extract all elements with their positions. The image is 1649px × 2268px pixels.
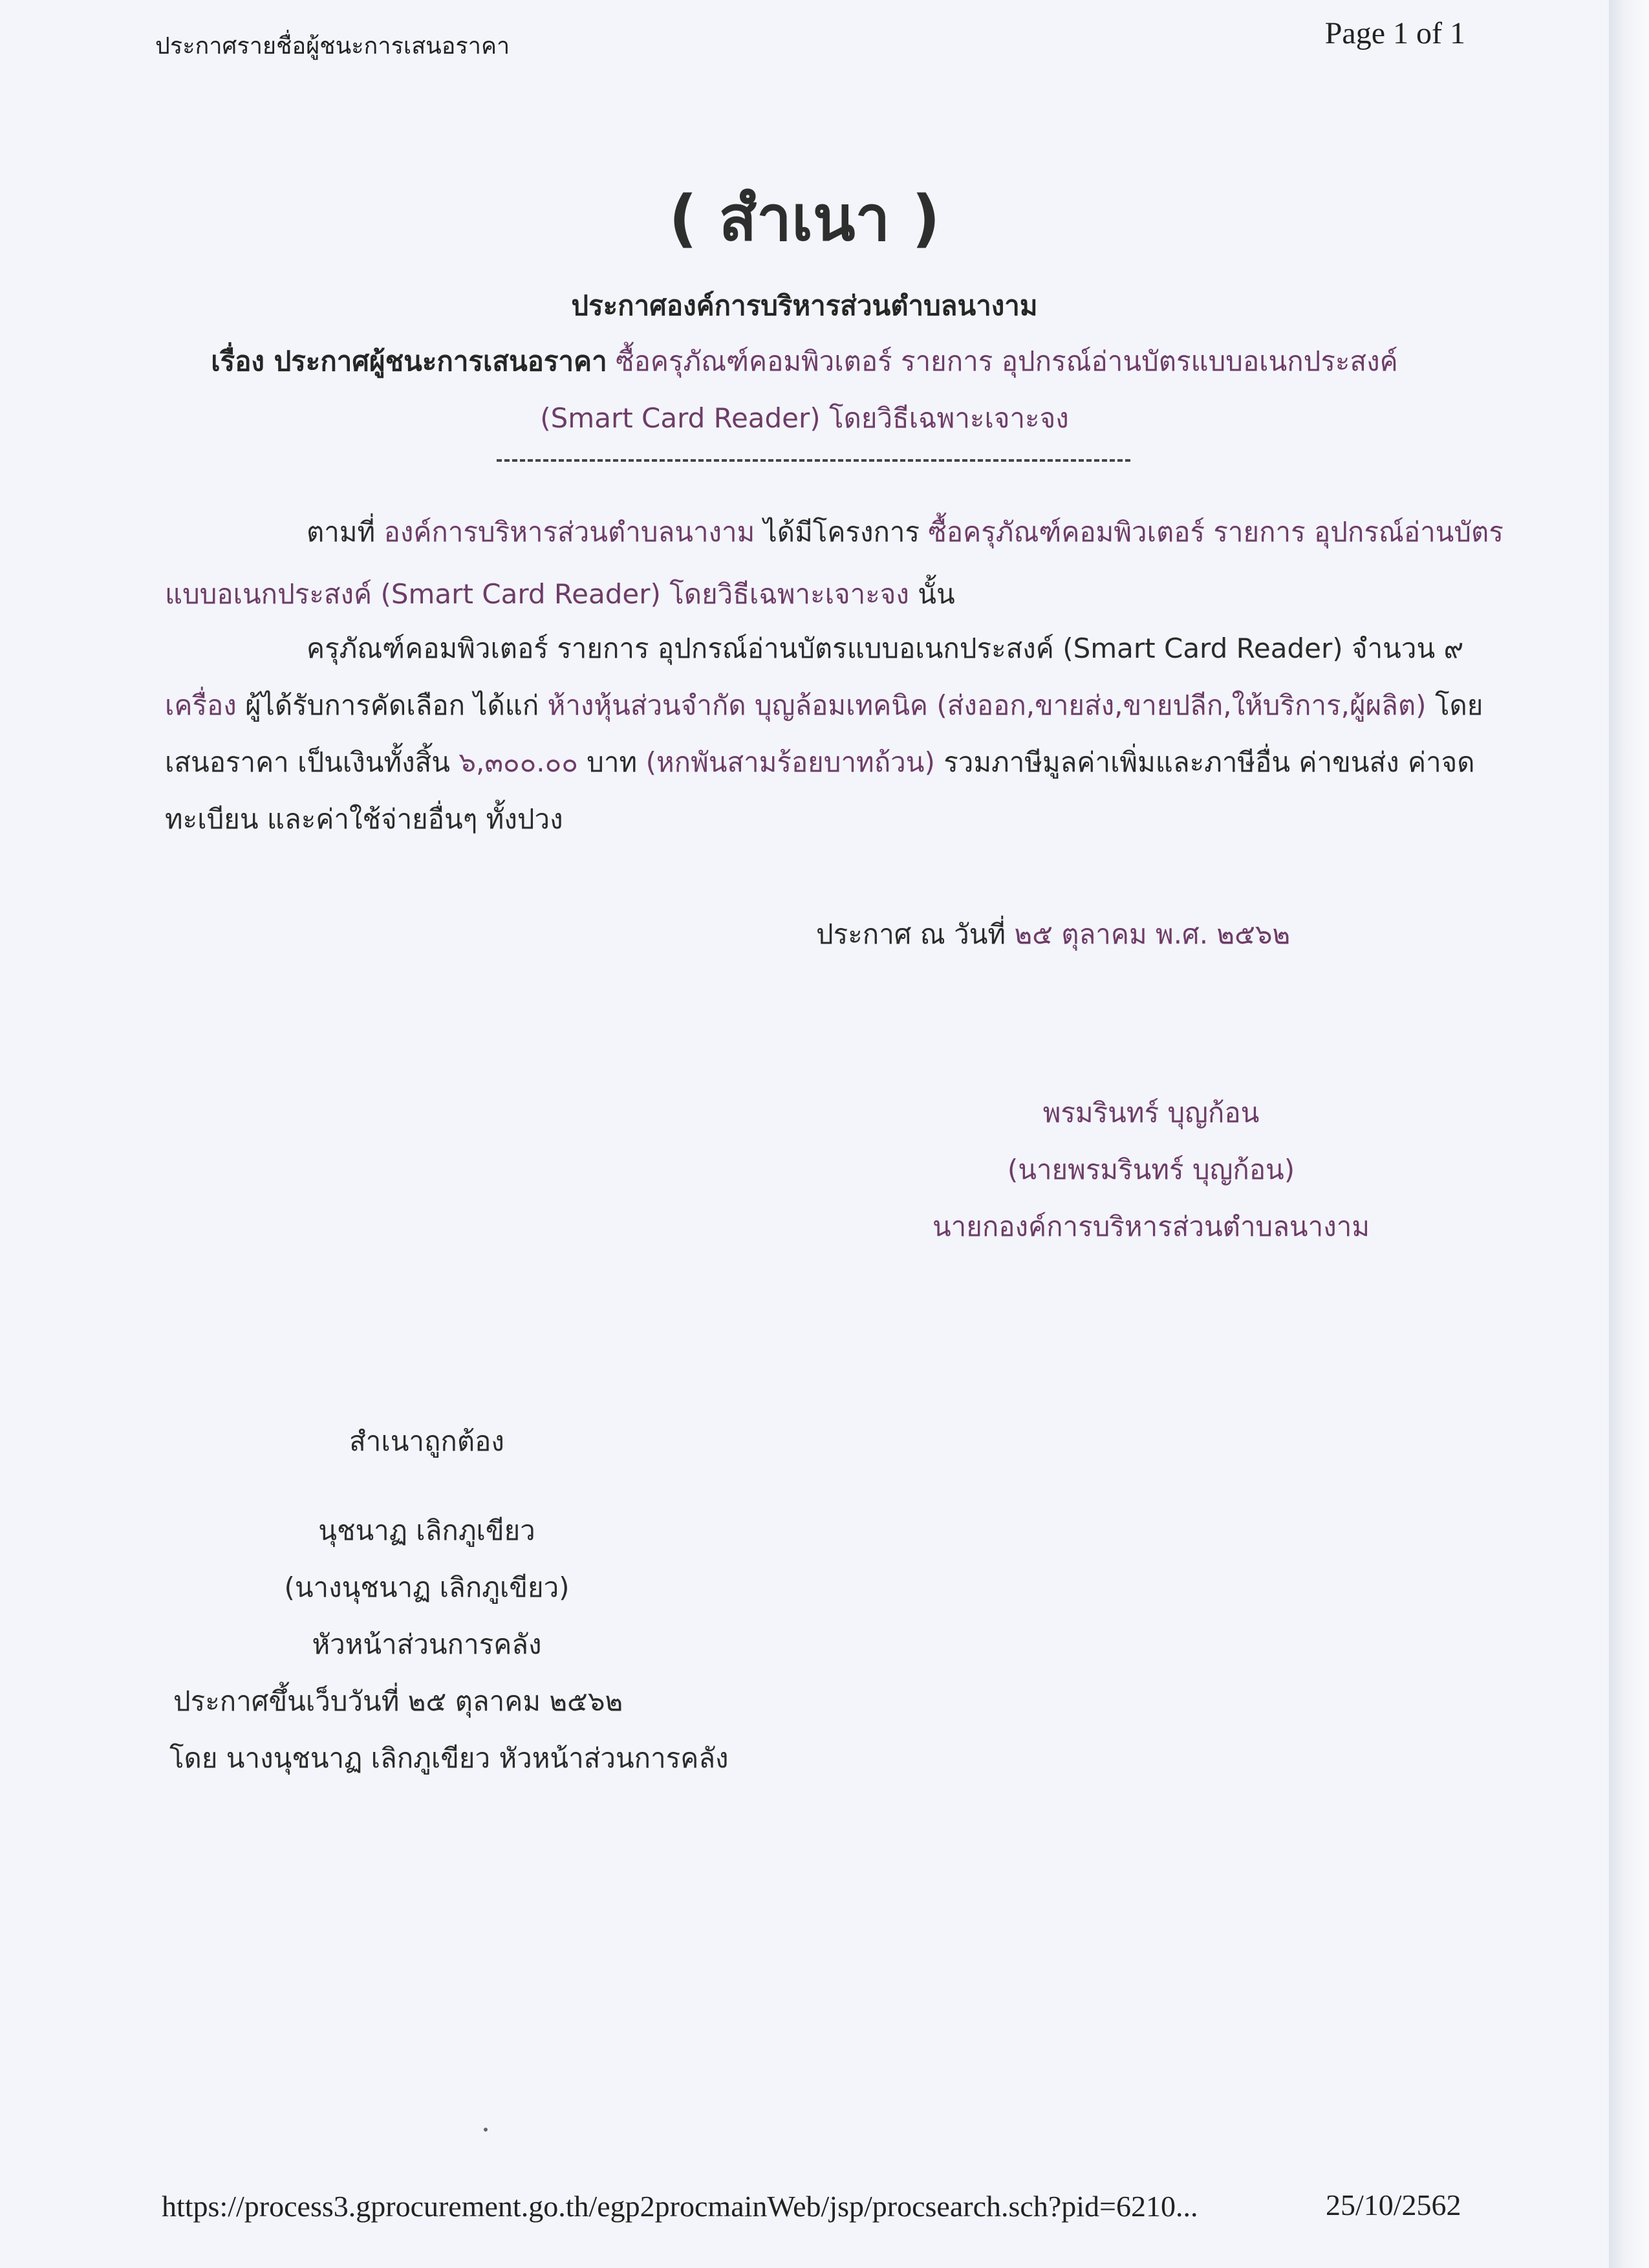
signatory-position: นายกองค์การบริหารส่วนตำบลนางาม: [932, 1211, 1370, 1242]
body-line-4: [165, 684, 1483, 727]
body-line5-b: ๖,๓๐๐.๐๐: [458, 746, 578, 778]
posted-date: ประกาศขึ้นเว็บวันที่ ๒๕ ตุลาคม ๒๕๖๒: [173, 1685, 623, 1717]
body-line-2: [165, 573, 955, 616]
footer-url: https://process3.gprocurement.go.th/egp2procmainWeb/jsp/procsearch.sch?pid=6210...: [162, 2190, 1198, 2223]
scan-speck: [484, 2128, 488, 2132]
subject-line: [0, 340, 1609, 383]
body-line5-e: รวมภาษีมูลค่าเพิ่มและภาษีอื่น ค่าขนส่ง ค่าจด: [943, 746, 1475, 778]
announce-date: ๒๕ ตุลาคม พ.ศ. ๒๕๖๒: [1014, 918, 1291, 950]
body-line5-a: เสนอราคา เป็นเงินทั้งสิ้น: [165, 746, 450, 778]
org-title: ประกาศองค์การบริหารส่วนตำบลนางาม: [571, 290, 1038, 321]
signatory-signature: พรมรินทร์ บุญก้อน: [1042, 1097, 1260, 1129]
body-line2-b: นั้น: [918, 578, 955, 610]
body-line4-d: โดย: [1434, 689, 1483, 721]
subject-label: เรื่อง ประกาศผู้ชนะการเสนอราคา: [211, 345, 607, 377]
announce-label: ประกาศ ณ วันที่: [816, 918, 1006, 950]
body-line1-c: ได้มีโครงการ: [763, 516, 920, 548]
certified-full-name: (นางนุชนาฏ เลิกภูเขียว): [284, 1571, 570, 1603]
body-line1-d: ซื้อครุภัณฑ์คอมพิวเตอร์ รายการ อุปกรณ์อ่านบัตร: [928, 516, 1503, 548]
body-line-1: [307, 511, 1503, 554]
body-line5-c: บาท: [587, 746, 638, 778]
body-line2-a: แบบอเนกประสงค์ (Smart Card Reader) โดยวิธีเฉพาะเจาะจง: [165, 578, 909, 610]
body-line-6: ทะเบียน และค่าใช้จ่ายอื่นๆ ทั้งปวง: [165, 803, 563, 835]
subject-text: ซื้อครุภัณฑ์คอมพิวเตอร์ รายการ อุปกรณ์อ่านบัตรแบบอเนกประสงค์: [616, 345, 1398, 377]
body-line5-d: (หกพันสามร้อยบาทถ้วน): [645, 746, 935, 778]
body-line4-a: เครื่อง: [165, 689, 237, 721]
certified-signature: นุชนาฏ เลิกภูเขียว: [318, 1515, 535, 1546]
body-line4-c: ห้างหุ้นส่วนจำกัด บุญล้อมเทคนิค (ส่งออก,ขายส่ง,ขายปลีก,ให้บริการ,ผู้ผลิต): [547, 689, 1427, 721]
copy-title: ( สำเนา ): [669, 182, 940, 255]
announce-date-line: [816, 913, 1290, 956]
body-line1-a: ตามที่: [307, 516, 376, 548]
body-line-3: ครุภัณฑ์คอมพิวเตอร์ รายการ อุปกรณ์อ่านบัตรแบบอเนกประสงค์ (Smart Card Reader) จำนวน ๙: [307, 632, 1464, 664]
posted-by: โดย นางนุชนาฏ เลิกภูเขียว หัวหน้าส่วนการคลัง: [169, 1742, 729, 1774]
separator-line: [497, 459, 1130, 462]
body-line1-b: องค์การบริหารส่วนตำบลนางาม: [383, 516, 755, 548]
body-line-5: [165, 741, 1475, 784]
footer-date: 25/10/2562: [1326, 2188, 1461, 2221]
subject-text-line2: (Smart Card Reader) โดยวิธีเฉพาะเจาะจง: [540, 402, 1069, 434]
header-left-text: ประกาศรายชื่อผู้ชนะการเสนอราคา: [155, 33, 510, 59]
page-indicator: Page 1 of 1: [1324, 16, 1465, 50]
certified-title: สำเนาถูกต้อง: [349, 1425, 504, 1457]
certified-position: หัวหน้าส่วนการคลัง: [312, 1628, 542, 1660]
signatory-full-name: (นายพรมรินทร์ บุญก้อน): [1007, 1154, 1295, 1185]
body-line4-b: ผู้ได้รับการคัดเลือก ได้แก่: [245, 689, 539, 721]
scan-edge: [1609, 0, 1649, 2268]
